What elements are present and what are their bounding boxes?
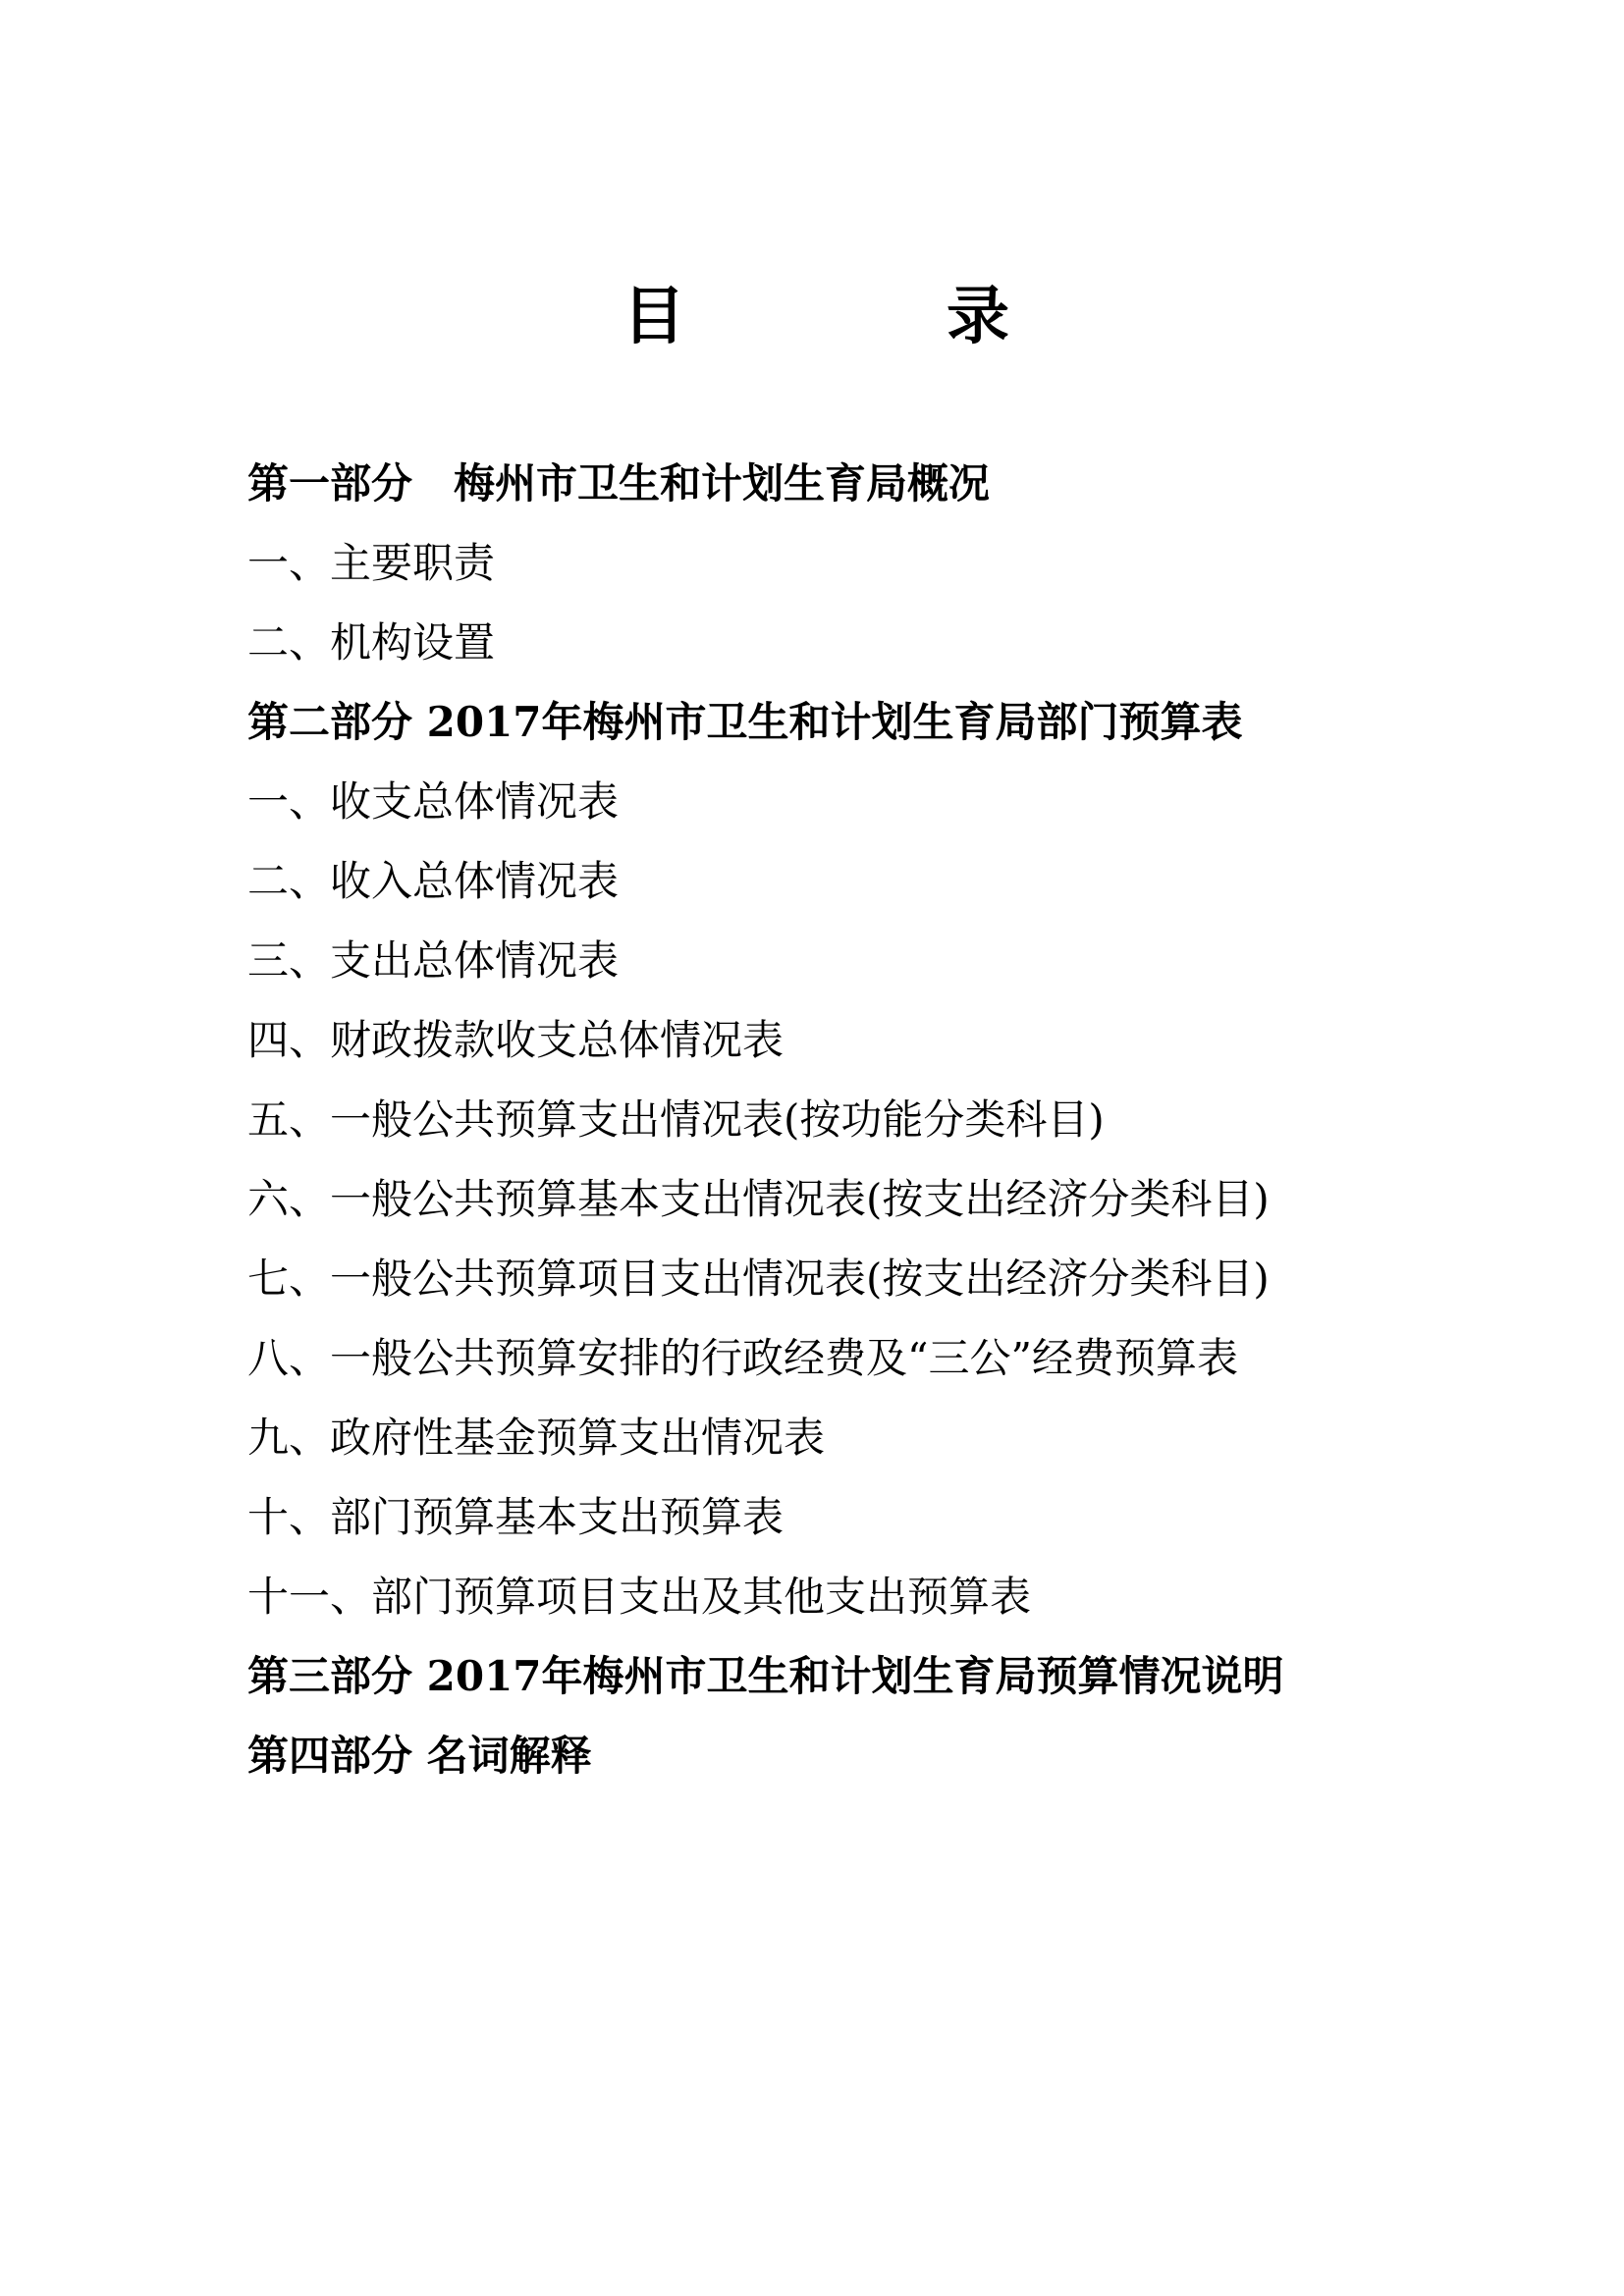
toc-item-department-project-budget: 十一、部门预算项目支出及其他支出预算表 — [247, 1573, 1032, 1621]
toc-item-department-basic-budget: 十、部门预算基本支出预算表 — [247, 1493, 785, 1541]
toc-item-main-duties: 一、主要职责 — [247, 539, 496, 587]
toc-part-3: 第三部分 2017年梅州市卫生和计划生育局预算情况说明 — [247, 1652, 1284, 1700]
toc-part-4: 第四部分 名词解释 — [247, 1732, 592, 1780]
title-char-1: 目 — [623, 280, 685, 353]
toc-part-1: 第一部分 梅州市卫生和计划生育局概况 — [247, 459, 991, 507]
toc-item-public-budget-by-function: 五、一般公共预算支出情况表(按功能分类科目) — [247, 1095, 1105, 1144]
table-of-contents — [247, 454, 1426, 1805]
toc-item-administrative-three-public: 八、一般公共预算安排的行政经费及“三公”经费预算表 — [247, 1334, 1238, 1382]
title-char-2: 录 — [947, 280, 1009, 353]
toc-item-revenue-expenditure-overview: 一、收支总体情况表 — [247, 777, 620, 826]
toc-item-project-expenditure-economic: 七、一般公共预算项目支出情况表(按支出经济分类科目) — [247, 1255, 1270, 1303]
toc-item-basic-expenditure-economic: 六、一般公共预算基本支出情况表(按支出经济分类科目) — [247, 1175, 1270, 1223]
toc-item-expenditure-overview: 三、支出总体情况表 — [247, 936, 620, 985]
page-title — [0, 278, 1624, 356]
toc-item-fiscal-appropriation: 四、财政拨款收支总体情况表 — [247, 1016, 785, 1064]
toc-item-government-fund: 九、政府性基金预算支出情况表 — [247, 1414, 826, 1462]
toc-item-organization: 二、机构设置 — [247, 618, 496, 667]
toc-part-2: 第二部分 2017年梅州市卫生和计划生育局部门预算表 — [247, 698, 1243, 746]
toc-item-revenue-overview: 二、收入总体情况表 — [247, 857, 620, 905]
